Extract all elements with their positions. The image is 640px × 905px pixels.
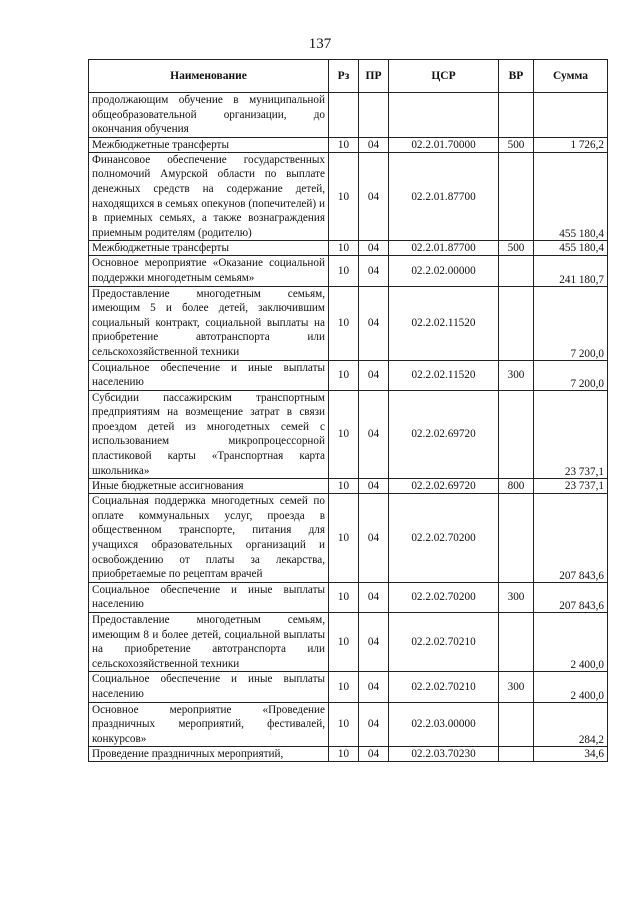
row-csr: 02.2.01.70000 (389, 137, 499, 152)
row-sum: 284,2 (534, 702, 608, 747)
row-sum: 455 180,4 (534, 152, 608, 241)
row-name: Иные бюджетные ассигнования (89, 479, 329, 494)
row-rz: 10 (329, 256, 359, 286)
row-pr: 04 (359, 672, 389, 702)
row-sum: 7 200,0 (534, 286, 608, 360)
row-pr: 04 (359, 494, 389, 583)
row-rz: 10 (329, 137, 359, 152)
row-vr (499, 390, 534, 479)
row-vr: 300 (499, 672, 534, 702)
row-csr: 02.2.02.70200 (389, 494, 499, 583)
row-pr: 04 (359, 582, 389, 612)
table-row (89, 479, 608, 494)
row-csr: 02.2.02.11520 (389, 360, 499, 390)
row-pr: 04 (359, 747, 389, 762)
table-header-row (89, 60, 608, 93)
row-sum: 207 843,6 (534, 582, 608, 612)
row-sum (534, 93, 608, 138)
row-rz: 10 (329, 702, 359, 747)
table-row (89, 672, 608, 702)
row-pr: 04 (359, 152, 389, 241)
table-row (89, 360, 608, 390)
row-csr: 02.2.03.70230 (389, 747, 499, 762)
header-rz: Рз (329, 60, 359, 93)
header-csr: ЦСР (389, 60, 499, 93)
row-rz: 10 (329, 613, 359, 672)
row-csr: 02.2.02.70210 (389, 672, 499, 702)
row-name: Основное мероприятие «Оказание социальной поддержки многодетным семьям» (89, 256, 329, 286)
row-vr: 500 (499, 241, 534, 256)
row-rz: 10 (329, 747, 359, 762)
row-pr: 04 (359, 137, 389, 152)
row-pr: 04 (359, 479, 389, 494)
table-row (89, 390, 608, 479)
row-vr (499, 286, 534, 360)
row-vr: 300 (499, 582, 534, 612)
row-csr (389, 93, 499, 138)
table-row (89, 613, 608, 672)
row-name: Социальное обеспечение и иные выплаты населению (89, 360, 329, 390)
row-name: Предоставление многодетным семьям, имеющим 5 и более детей, заключившим социальный контракт, социальной выплаты на приобретение автотранспорта или сельскохозяйственной техники (89, 286, 329, 360)
row-sum: 7 200,0 (534, 360, 608, 390)
row-csr: 02.2.02.69720 (389, 479, 499, 494)
row-csr: 02.2.02.70200 (389, 582, 499, 612)
table-row (89, 256, 608, 286)
row-csr: 02.2.02.70210 (389, 613, 499, 672)
table-row (89, 286, 608, 360)
row-rz: 10 (329, 494, 359, 583)
budget-table (88, 59, 608, 762)
table-row (89, 93, 608, 138)
row-rz: 10 (329, 390, 359, 479)
row-vr (499, 613, 534, 672)
row-pr: 04 (359, 613, 389, 672)
row-rz (329, 93, 359, 138)
table-row (89, 137, 608, 152)
row-rz: 10 (329, 360, 359, 390)
table-row (89, 241, 608, 256)
row-vr (499, 747, 534, 762)
row-rz: 10 (329, 286, 359, 360)
row-csr: 02.2.01.87700 (389, 241, 499, 256)
row-csr: 02.2.01.87700 (389, 152, 499, 241)
header-sum: Сумма (534, 60, 608, 93)
table-row (89, 494, 608, 583)
row-name: Субсидии пассажирским транспортным предприятиям на возмещение затрат в связи проездом детей из многодетных семей с использованием микропроцессорной пластиковой карты «Транспортная карта школьника» (89, 390, 329, 479)
page-number: 137 (308, 36, 332, 52)
table-row (89, 747, 608, 762)
table-row (89, 582, 608, 612)
row-pr: 04 (359, 702, 389, 747)
row-name: продолжающим обучение в муниципальной общеобразовательной организации, до окончания обучения (89, 93, 329, 138)
row-sum: 2 400,0 (534, 613, 608, 672)
row-vr (499, 256, 534, 286)
row-name: Межбюджетные трансферты (89, 137, 329, 152)
row-sum: 241 180,7 (534, 256, 608, 286)
row-rz: 10 (329, 672, 359, 702)
row-vr: 300 (499, 360, 534, 390)
row-csr: 02.2.03.00000 (389, 702, 499, 747)
row-name: Межбюджетные трансферты (89, 241, 329, 256)
row-vr: 500 (499, 137, 534, 152)
row-sum: 1 726,2 (534, 137, 608, 152)
row-csr: 02.2.02.00000 (389, 256, 499, 286)
table-row (89, 702, 608, 747)
row-sum: 2 400,0 (534, 672, 608, 702)
row-rz: 10 (329, 152, 359, 241)
row-pr: 04 (359, 241, 389, 256)
header-name: Наименование (89, 60, 329, 93)
row-vr (499, 702, 534, 747)
row-vr: 800 (499, 479, 534, 494)
row-rz: 10 (329, 582, 359, 612)
row-sum: 207 843,6 (534, 494, 608, 583)
row-vr (499, 152, 534, 241)
row-name: Социальное обеспечение и иные выплаты населению (89, 582, 329, 612)
row-csr: 02.2.02.69720 (389, 390, 499, 479)
row-pr (359, 93, 389, 138)
row-csr: 02.2.02.11520 (389, 286, 499, 360)
row-pr: 04 (359, 360, 389, 390)
row-name: Предоставление многодетным семьям, имеющим 8 и более детей, социальной выплаты на приобретение автотранспорта или сельскохозяйственной техники (89, 613, 329, 672)
row-name: Социальная поддержка многодетных семей по оплате коммунальных услуг, проезда в общественном транспорте, питания для учащихся образовательных организаций и освобождению от платы за лекарства, приобретаемые по рецептам врачей (89, 494, 329, 583)
row-vr (499, 494, 534, 583)
row-sum: 23 737,1 (534, 390, 608, 479)
row-vr (499, 93, 534, 138)
row-rz: 10 (329, 241, 359, 256)
row-name: Финансовое обеспечение государственных полномочий Амурской области по выплате денежных средств на содержание детей, находящихся в семьях опекунов (попечителей) и в приемных семьях, а также вознаграждения приемным родителям (родителю) (89, 152, 329, 241)
row-pr: 04 (359, 286, 389, 360)
header-vr: ВР (499, 60, 534, 93)
table-row (89, 152, 608, 241)
row-rz: 10 (329, 479, 359, 494)
row-pr: 04 (359, 256, 389, 286)
header-pr: ПР (359, 60, 389, 93)
row-name: Основное мероприятие «Проведение праздничных мероприятий, фестивалей, конкурсов» (89, 702, 329, 747)
row-name: Проведение праздничных мероприятий, (89, 747, 329, 762)
row-sum: 34,6 (534, 747, 608, 762)
row-name: Социальное обеспечение и иные выплаты населению (89, 672, 329, 702)
row-sum: 23 737,1 (534, 479, 608, 494)
row-sum: 455 180,4 (534, 241, 608, 256)
row-pr: 04 (359, 390, 389, 479)
